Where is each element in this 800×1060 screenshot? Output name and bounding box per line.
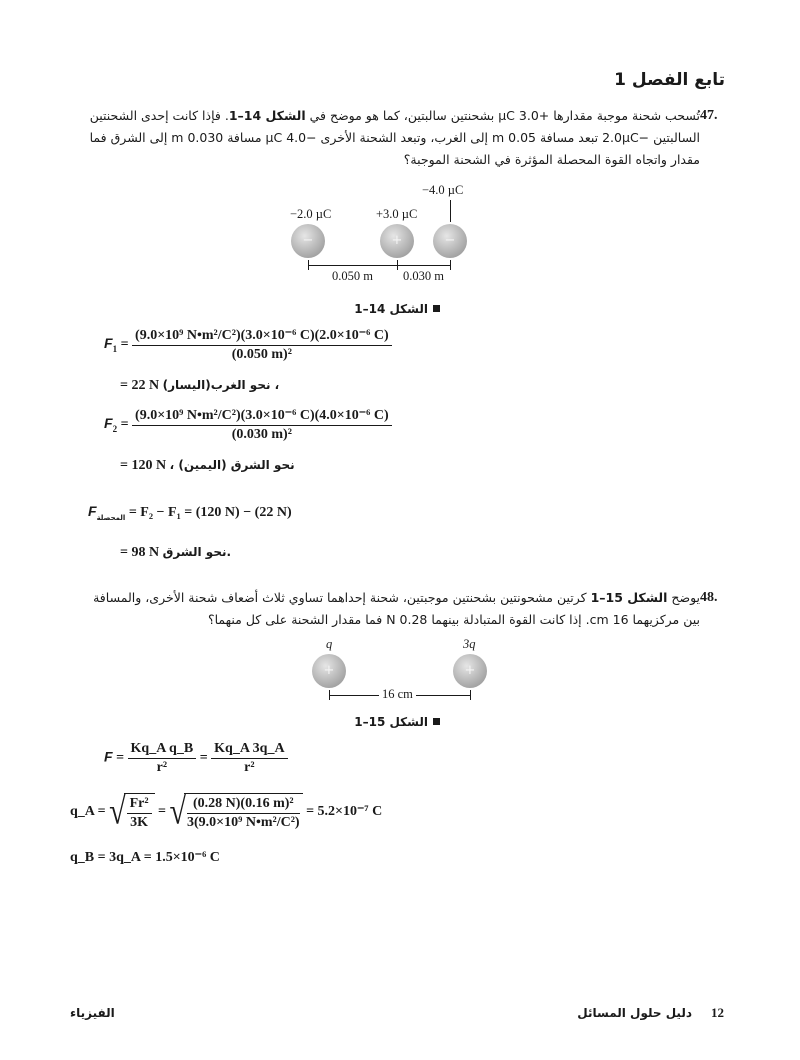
- equation-qb: q_B = 3q_A = 1.5×10⁻⁶ C: [70, 850, 220, 865]
- f2-result: = 120 N: [120, 458, 167, 473]
- question-48-figure-ref: الشكل 15–1: [590, 590, 668, 605]
- f1-result-line: [120, 378, 279, 394]
- f2-denominator: (0.030 m)²: [231, 427, 292, 442]
- f2-numerator: (9.0×10⁹ N•m²/C²)(3.0×10⁻⁶ C)(4.0×10⁻⁶ C): [132, 407, 392, 426]
- f2-subscript: 2: [112, 424, 118, 435]
- f1-result: = 22 N: [120, 378, 160, 393]
- label-charge-q: q: [326, 637, 333, 651]
- footer-manual-title: دليل حلول المسائل: [577, 1006, 692, 1020]
- f2-equals: =: [120, 417, 129, 433]
- question-47-text: [80, 105, 700, 171]
- charge-ball-plus-3: +: [380, 224, 414, 258]
- tick-right: [450, 260, 451, 270]
- f1-symbol: F: [104, 335, 113, 352]
- question-47-text-1: تُسحب شحنة موجبة مقدارها +3.0 µC بشحنتين سالبتين، كما هو موضح في: [305, 108, 700, 123]
- qa-denominator-2: 3(9.0×10⁹ N•m²/C²): [187, 815, 300, 830]
- qa-lhs: q_A =: [70, 804, 106, 820]
- pointer-line-minus-4: [450, 200, 451, 222]
- f-equals-2: =: [199, 750, 208, 766]
- f-denominator-1: r²: [156, 760, 168, 775]
- f-equals: =: [116, 750, 125, 766]
- figure-1-14-caption-text: الشكل 14–1: [354, 302, 428, 316]
- charge-ball-q: +: [312, 654, 346, 688]
- f2-fraction: [132, 407, 392, 443]
- question-47-number: 47.: [700, 108, 718, 123]
- footer-page-number: 12: [711, 1005, 724, 1020]
- qa-sqrt-2: [184, 793, 303, 831]
- qa-numerator-1: Fr²: [127, 796, 152, 814]
- charge-ball-3q: +: [453, 654, 487, 688]
- f2-result-line: [120, 458, 295, 474]
- tick-mid: [397, 260, 398, 270]
- figure-1-15-caption: [300, 715, 440, 729]
- figure-1-14: [270, 180, 500, 290]
- question-48-number: 48.: [700, 590, 718, 605]
- figure-1-14-caption: [300, 302, 440, 316]
- figure-1-15-caption-text: الشكل 15–1: [354, 715, 428, 729]
- charge-ball-minus-2: −: [291, 224, 325, 258]
- sqrt-icon: √: [109, 790, 126, 832]
- f1-direction: نحو الغرب(اليسار) ،: [162, 378, 280, 392]
- question-48-text-2: كرتين مشحونتين بشحنتين موجبتين، شحنة إحداهما تساوي ثلاث أضعاف شحنة الأخرى، والمسافة بين مركزيهما 16 cm. إذا كانت القوة المتبادلة بينهما 0.28 N فما مقدار الشحنة على كل منهما؟: [93, 590, 700, 627]
- qa-denominator-1: 3K: [130, 815, 148, 830]
- f1-subscript: 1: [112, 344, 118, 355]
- caption-square-icon: [433, 718, 440, 725]
- fnet-direction: نحو الشرق.: [162, 545, 232, 559]
- charge-ball-minus-4: −: [433, 224, 467, 258]
- fnet-subscript: المحصلة: [96, 513, 126, 522]
- label-distance-0-030: 0.030 m: [403, 269, 444, 283]
- label-distance-0-050: 0.050 m: [332, 269, 373, 283]
- f-numerator-1: Kq_A q_B: [128, 741, 197, 759]
- tick-right-16cm: [470, 690, 471, 700]
- f-fraction-1: [128, 741, 197, 776]
- fnet-symbol: F: [88, 503, 97, 519]
- f-numerator-2: Kq_A 3q_A: [211, 741, 287, 759]
- footer-subject: الفيزياء: [70, 1006, 115, 1020]
- tick-left: [308, 260, 309, 270]
- equation-f2: [104, 407, 392, 443]
- label-charge-plus-3: +3.0 µC: [376, 207, 418, 221]
- chapter-continued-heading: تابع الفصل 1: [614, 70, 725, 90]
- label-charge-minus-4: −4.0 µC: [422, 183, 464, 197]
- sqrt-icon: √: [169, 790, 186, 832]
- f1-fraction: [132, 327, 392, 363]
- tick-left-16cm: [329, 690, 330, 700]
- fnet-expression: = F₂ − F₁ = (120 N) − (22 N): [128, 505, 292, 520]
- f-fraction-2: [211, 741, 287, 776]
- label-charge-minus-2: −2.0 µC: [290, 207, 332, 221]
- label-distance-16cm: 16 cm: [379, 687, 416, 702]
- qa-result: = 5.2×10⁻⁷ C: [306, 804, 383, 820]
- fnet-result-line: [120, 545, 231, 561]
- qa-sqrt-1: [124, 793, 155, 831]
- equation-f-coulomb: [104, 741, 288, 776]
- fnet-result: = 98 N: [120, 545, 160, 560]
- equation-f1: [104, 327, 392, 363]
- qa-numerator-2: (0.28 N)(0.16 m)²: [187, 796, 300, 814]
- f1-equals: =: [120, 337, 129, 353]
- question-48-text-1: يوضح: [667, 590, 700, 605]
- f2-symbol: F: [104, 415, 113, 432]
- qa-equals: =: [158, 804, 167, 820]
- equation-qa: [70, 790, 383, 832]
- f-denominator-2: r²: [244, 760, 255, 775]
- question-48-text: [80, 587, 700, 631]
- figure-1-15: [300, 635, 500, 707]
- question-47-text-2: . فإذا كانت إحدى الشحنتين السالبتين −2.0µC تبعد مسافة 0.05 m إلى الغرب، وتبعد الشحنة الأخرى −4.0 µC مسافة 0.030 m إلى الشرق فما مقدار واتجاه القوة المحصلة المؤثرة في الشحنة الموجبة؟: [89, 108, 700, 167]
- f1-denominator: (0.050 m)²: [231, 347, 292, 362]
- caption-square-icon: [433, 305, 440, 312]
- f-symbol: F: [104, 748, 113, 765]
- f1-numerator: (9.0×10⁹ N•m²/C²)(3.0×10⁻⁶ C)(2.0×10⁻⁶ C): [132, 327, 392, 346]
- dimension-line: [308, 265, 450, 266]
- question-47-figure-ref: الشكل 14–1: [228, 108, 306, 123]
- equation-fnet: [88, 503, 292, 522]
- label-charge-3q: 3q: [463, 637, 476, 651]
- f2-direction: ، نحو الشرق (اليمين): [169, 458, 295, 472]
